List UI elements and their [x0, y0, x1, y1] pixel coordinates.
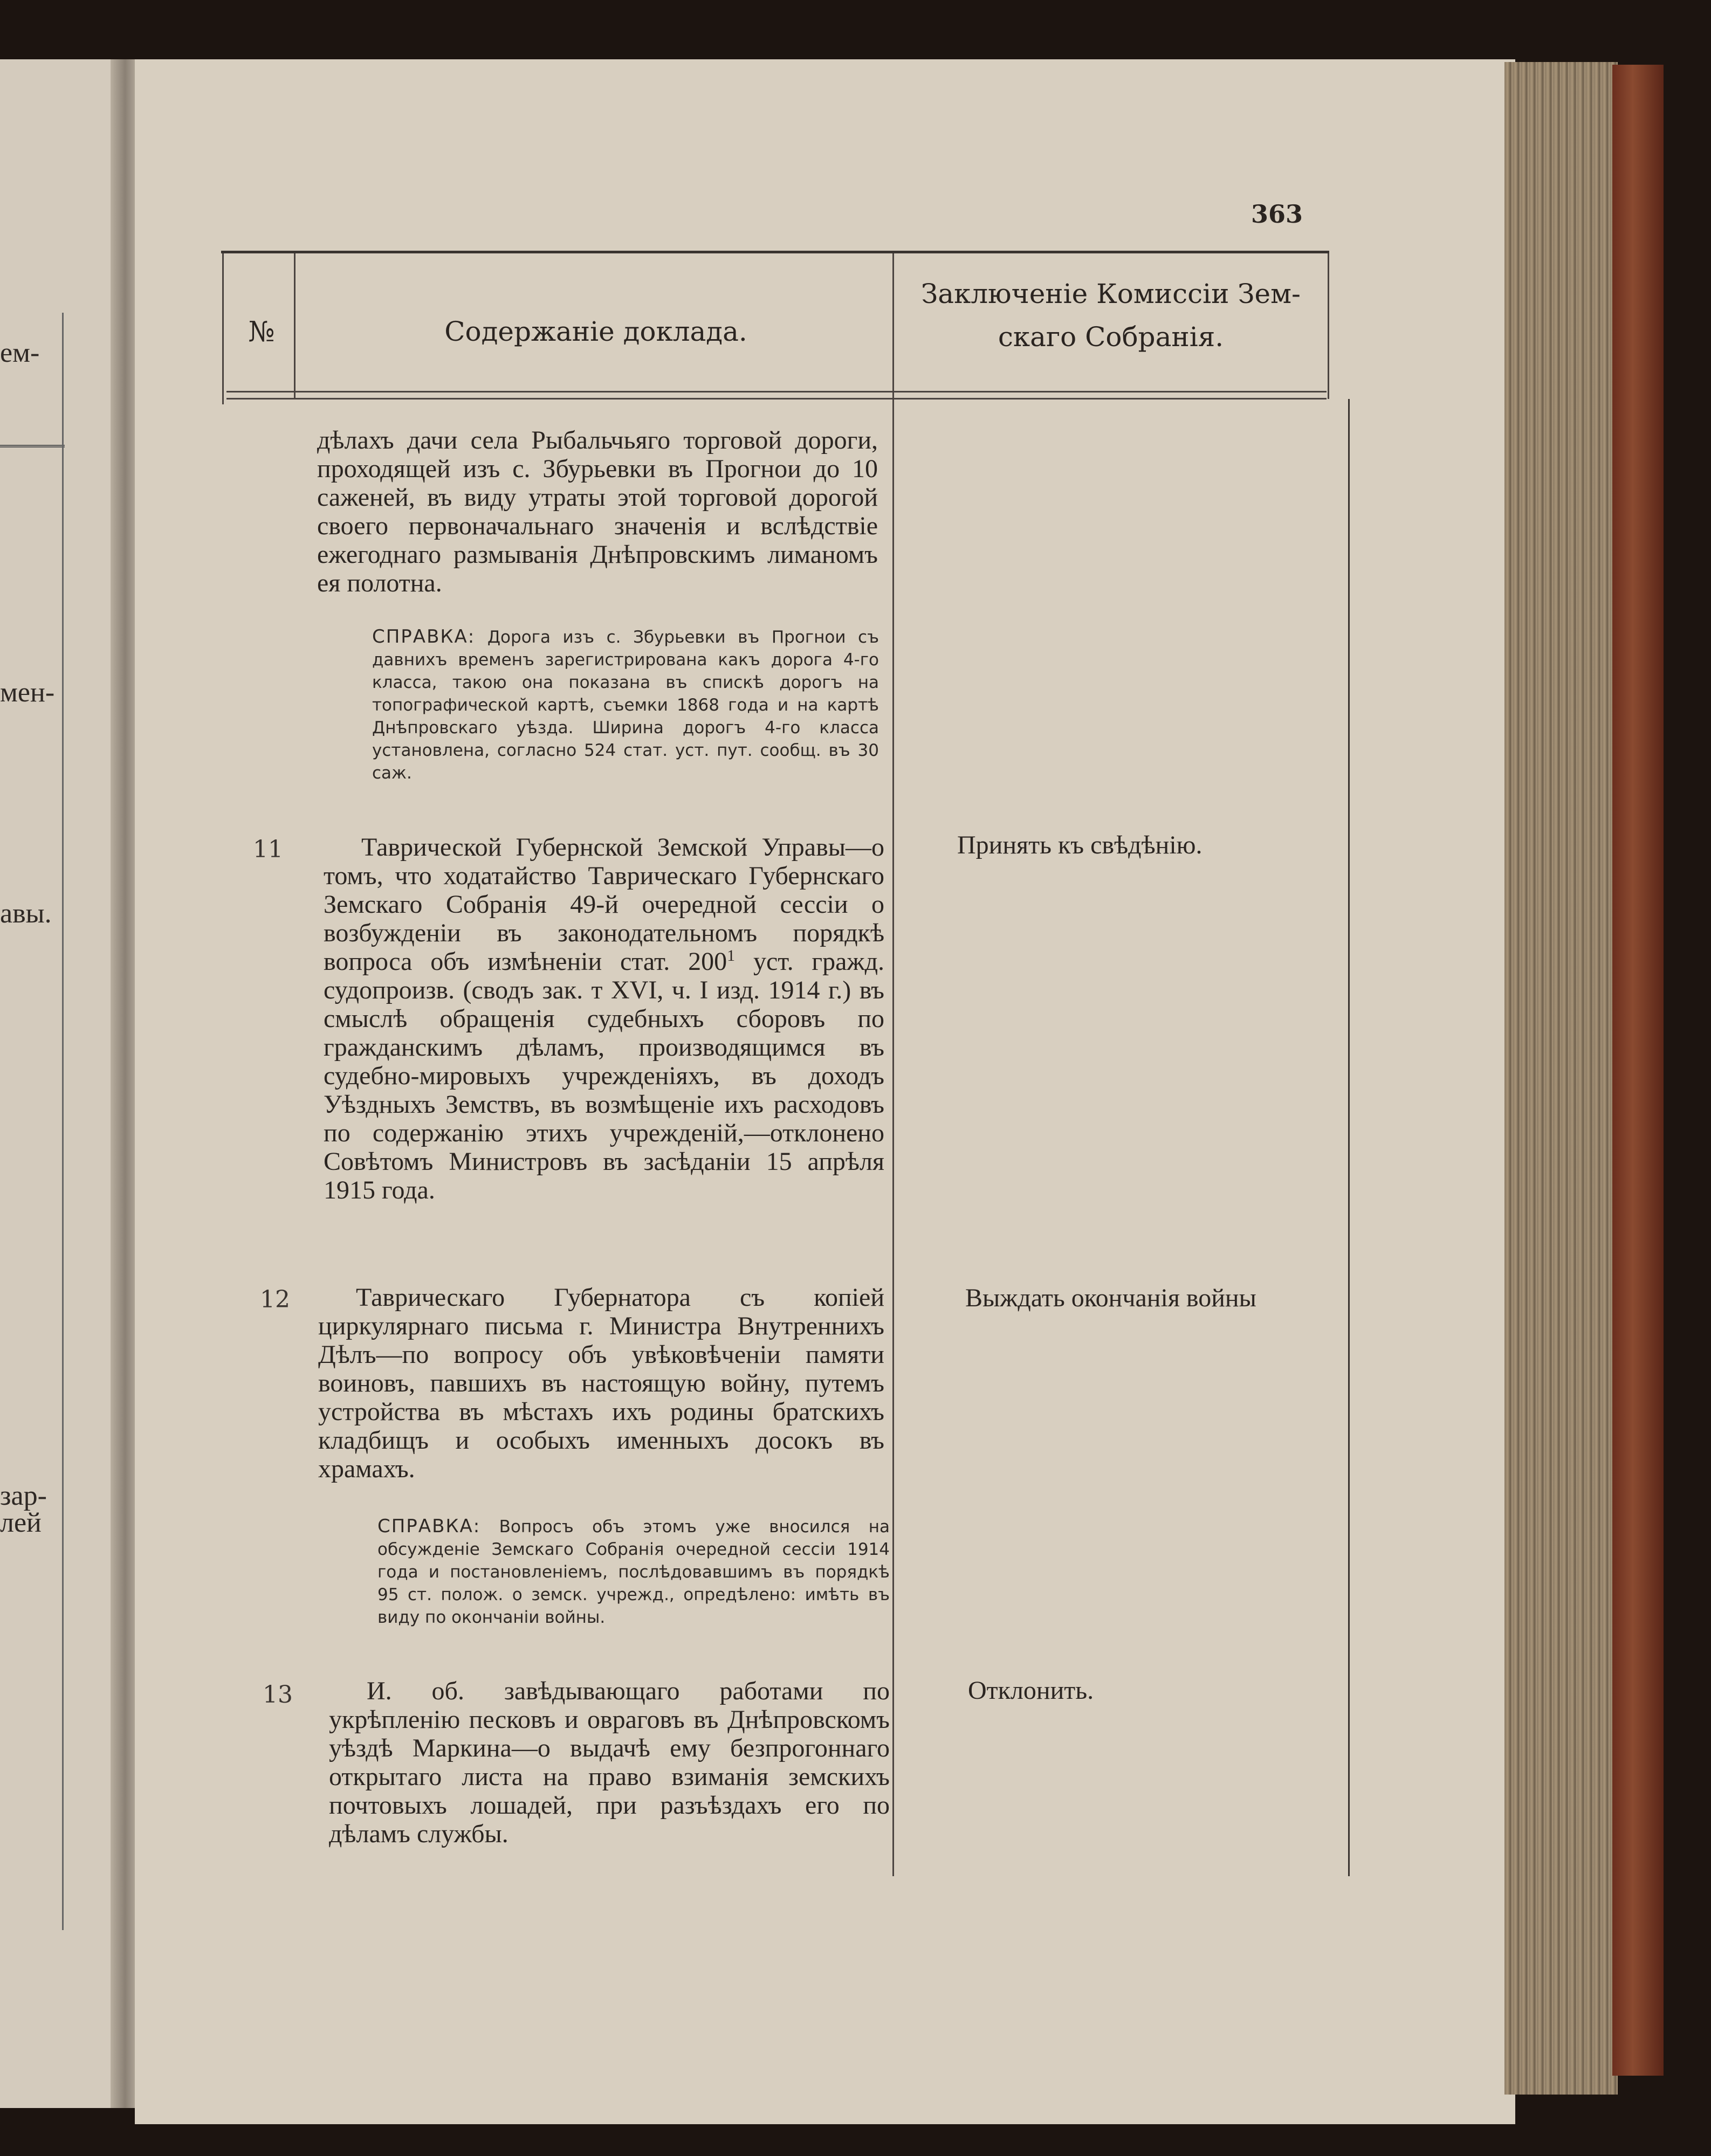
entry-number: 11 — [253, 836, 283, 863]
entry-content — [318, 1283, 884, 1483]
table-border-right — [1328, 253, 1329, 399]
left-page-text: мен- — [0, 677, 55, 708]
entry-content — [324, 833, 884, 1204]
entry-conclusion: Отклонить. — [968, 1676, 1094, 1705]
entry-text: дѣлахъ дачи села Рыбальчьяго торговой дороги, проходящей изъ с. Збурьевки въ Прогнои до 10 саженей, въ виду утраты этой торговой дорогой своего первоначальнаго значенія и вслѣдствіе ежегоднаго размыванія Днѣпровскимъ лиманомъ ея полотна. — [317, 426, 878, 597]
left-page-text: ем- — [0, 337, 40, 368]
header-content: Содержаніе доклада. — [444, 316, 747, 347]
header-number: № — [248, 316, 275, 348]
note-body: Вопросъ объ этомъ уже вносился на обсужденіе Земскаго Собранія очередной сессіи 1914 года и постановленіемъ, послѣдовавшимъ въ порядкѣ 95 ст. полож. о земск. учрежд., опредѣлено: имѣть въ виду по окончаніи войны. — [377, 1517, 890, 1627]
entry-number: 12 — [260, 1286, 290, 1313]
note-body: Дорога изъ с. Збурьевки въ Прогнои съ давнихъ временъ зарегистрирована какъ дорога 4-го класса, такою она показана въ спискѣ дорогъ на топографической картѣ, съемки 1868 года и на картѣ Днѣпровскаго уѣзда. Ширина дорогъ 4-го класса установлена, согласно 524 стат. уст. пут. сообщ. въ 30 саж. — [372, 628, 879, 783]
entry-continuation — [317, 426, 878, 597]
left-page-rule — [0, 445, 65, 447]
header-rule — [226, 391, 1327, 392]
table-border-right — [1348, 399, 1350, 1876]
left-page-text: авы. — [0, 898, 52, 929]
note-label: СПРАВКА: — [372, 626, 476, 648]
entry-conclusion: Принять къ свѣдѣнію. — [957, 831, 1202, 859]
entry-text: Таврической Губернской Земской Управы—о томъ, что ходатайство Таврическаго Губернскаго Земскаго Собранія 49-й очередной сессіи о возбужденіи въ законодательномъ порядкѣ вопроса объ измѣненіи стат. $200^1$ уст. гражд. судопроизв. (сводъ зак. т XVI, ч. I изд. 1914 г.) въ смыслѣ обращенія судебныхъ сборовъ по гражданскимъ дѣламъ, производящимся въ судебно-мировыхъ учрежденіяхъ, въ доходъ Уѣздныхъ Земствъ, въ возмѣщеніе ихъ расходовъ по содержанію этихъ учрежденій,—отклонено Совѣтомъ Министровъ въ засѣданіи 15 апрѣля 1915 года. — [324, 833, 884, 1204]
book-spine — [1612, 65, 1664, 2076]
page-number: 363 — [1251, 199, 1303, 229]
reference-note — [377, 1515, 890, 1629]
entry-text: И. об. завѣдывающаго работами по укрѣпленію песковъ и овраговъ въ Днѣпровскомъ уѣздѣ Маркина—о выдачѣ ему безпрогоннаго открытаго листа на право взиманія земскихъ почтовыхъ лошадей, при разъѣздахъ его по дѣламъ службы. — [329, 1677, 890, 1848]
note-label: СПРАВКА: — [377, 1516, 481, 1537]
page-edges — [1504, 62, 1618, 2095]
header-conclusion — [895, 272, 1327, 359]
header-conclusion-line: Заключеніе Комиссіи Зем- — [921, 278, 1301, 309]
table-border-left — [222, 253, 224, 404]
header-rule — [226, 398, 1327, 399]
entry-conclusion: Выждать окончанія войны — [965, 1284, 1256, 1312]
left-page-text: лей — [0, 1507, 42, 1538]
entry-content — [329, 1677, 890, 1848]
column-divider — [892, 253, 894, 1876]
reference-note — [372, 625, 879, 784]
left-page-column-line — [62, 313, 64, 1930]
left-page-text: зар- — [0, 1480, 47, 1511]
entry-number: 13 — [263, 1681, 293, 1709]
entry-text: Таврическаго Губернатора съ копіей циркулярнаго письма г. Министра Внутреннихъ Дѣлъ—по вопросу объ увѣковѣченіи памяти воиновъ, павшихъ въ настоящую войну, путемъ устройства въ мѣстахъ ихъ родины братскихъ кладбищъ и особыхъ именныхъ досокъ въ храмахъ. — [318, 1283, 884, 1483]
header-conclusion-line: скаго Собранія. — [998, 321, 1224, 353]
